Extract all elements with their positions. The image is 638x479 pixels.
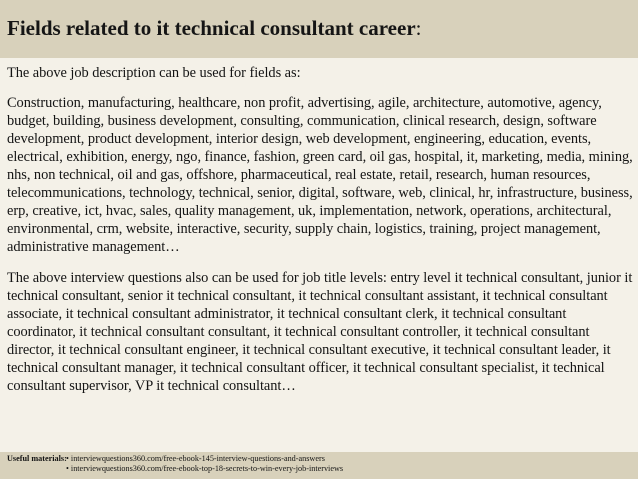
page-title-text: Fields related to it technical consultant career [7, 16, 416, 40]
page-title-colon: : [415, 16, 422, 40]
job-levels-paragraph: The above interview questions also can be used for job title levels: entry level it technical consultant, junior it technical consultant, senior it technical consultant, it technical consultant assistant, it technical consultant associate, it technical consultant administrator, it technical consultant clerk, it technical consultant coordinator, it technical consultant consultant, it technical consultant controller, it technical consultant director, it technical consultant engineer, it technical consultant executive, it technical consultant leader, it technical consultant manager, it technical consultant officer, it technical consultant specialist, it technical consultant supervisor, VP it technical consultant… [7, 270, 633, 394]
content-area [7, 64, 633, 395]
title-bar [0, 0, 638, 58]
useful-materials-footer [0, 452, 638, 479]
fields-paragraph: Construction, manufacturing, healthcare, non profit, advertising, agile, architecture, automotive, agency, budget, building, business development, consulting, communication, clinical research, design, software development, product development, interior design, web development, engineering, education, events, electrical, exhibition, energy, ngo, finance, fashion, green card, oil gas, hospital, it, marketing, media, mining, nhs, non technical, oil and gas, offshore, pharmaceutical, real estate, retail, research, human resources, telecommunications, technology, technical, senior, digital, software, web, clinical, hr, infrastructure, business, erp, creative, ict, hvac, sales, quality management, uk, implementation, network, operations, architectural, environmental, crm, website, interactive, security, supply chain, logistics, training, project management, administrative management… [7, 95, 633, 255]
page-title [7, 15, 421, 41]
useful-materials-label: Useful materials: [7, 454, 67, 463]
ebook-link-interview-questions[interactable]: • interviewquestions360.com/free-ebook-145-interview-questions-and-answers [66, 454, 325, 463]
intro-paragraph: The above job description can be used for fields as: [7, 65, 301, 81]
ebook-link-interview-secrets[interactable]: • interviewquestions360.com/free-ebook-top-18-secrets-to-win-every-job-interviews [66, 464, 344, 473]
